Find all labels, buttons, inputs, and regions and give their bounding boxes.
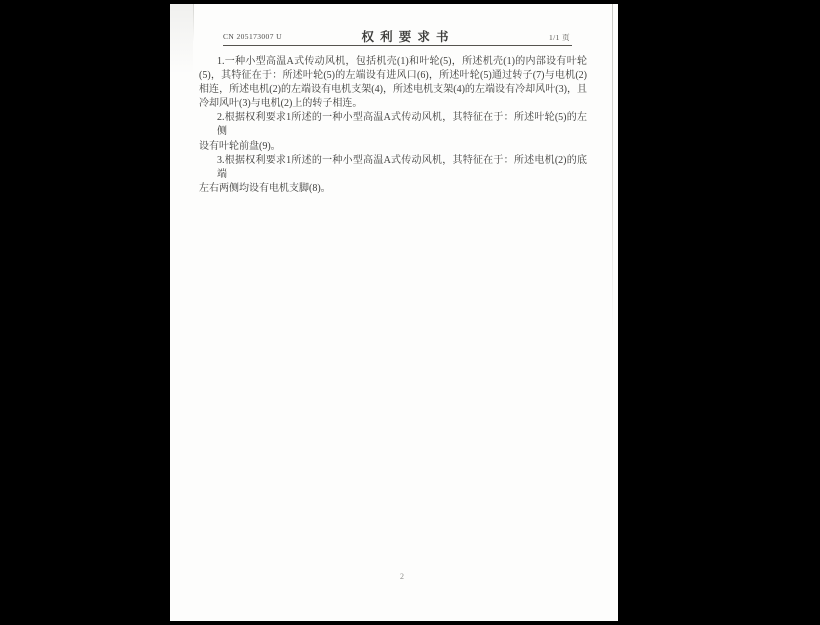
document-title: 权 利 要 求 书 — [361, 30, 449, 44]
page-indicator: 1/1 页 — [549, 33, 570, 42]
claim-line: 设有叶轮前盘(9)。 — [199, 140, 281, 152]
scan-edge-line-left — [193, 4, 194, 42]
header-rule — [223, 45, 572, 46]
scan-corner-shade — [170, 4, 193, 74]
claim-line: 3.根据权利要求1所述的一种小型高温A式传动风机，其特征在于：所述电机(2)的底端 — [217, 154, 587, 180]
document-page — [170, 4, 618, 621]
claim-line: 相连，所述电机(2)的左端设有电机支架(4)，所述电机支架(4)的左端设有冷却风叶(3)，且 — [199, 84, 587, 96]
claim-line: 左右两侧均设有电机支脚(8)。 — [199, 182, 331, 194]
page-number: 2 — [400, 572, 404, 581]
claim-line: (5)，其特征在于：所述叶轮(5)的左端设有进风口(6)，所述叶轮(5)通过转子(7)与电机(2) — [199, 70, 587, 82]
claim-line: 1.一种小型高温A式传动风机，包括机壳(1)和叶轮(5)，所述机壳(1)的内部设有叶轮 — [217, 56, 587, 67]
claim-line: 2.根据权利要求1所述的一种小型高温A式传动风机，其特征在于：所述叶轮(5)的左侧 — [217, 112, 587, 138]
claims-text-block — [199, 55, 587, 196]
scan-edge-line-right — [612, 4, 613, 334]
publication-number: CN 205173007 U — [223, 32, 282, 41]
claim-line: 冷却风叶(3)与电机(2)上的转子相连。 — [199, 98, 363, 110]
